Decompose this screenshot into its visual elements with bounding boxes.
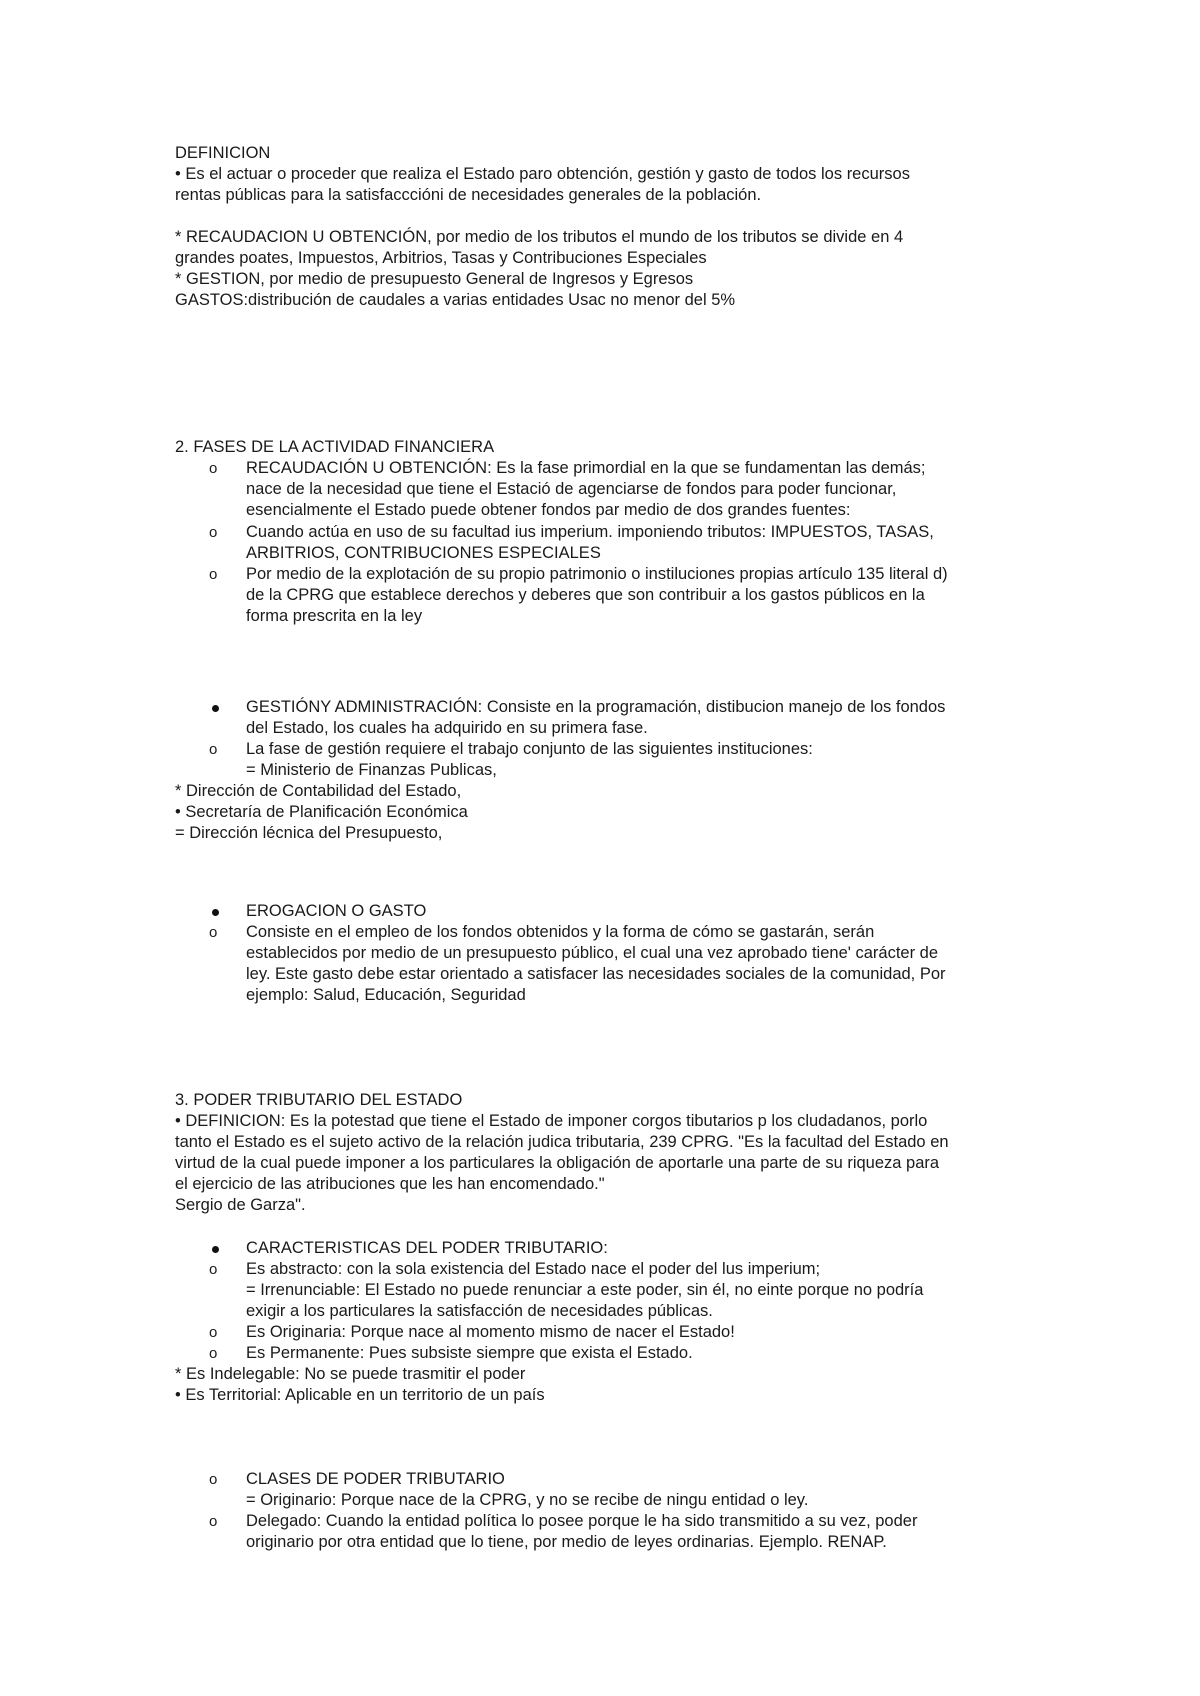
- section2-line: • Secretaría de Planificación Económica: [175, 803, 468, 821]
- circle-bullet-icon: o: [209, 1345, 218, 1362]
- section1-line: rentas públicas para la satisfacccióni de necesidades generales de la población.: [175, 186, 762, 204]
- section2-line: * Dirección de Contabilidad del Estado,: [175, 782, 462, 800]
- section2-line: = Ministerio de Finanzas Publicas,: [246, 761, 497, 779]
- section3-line: Sergio de Garza".: [175, 1196, 306, 1214]
- filled-bullet-icon: [212, 705, 219, 712]
- circle-bullet-icon: o: [209, 524, 218, 541]
- section3-line: = Originario: Porque nace de la CPRG, y no se recibe de ningu entidad o ley.: [246, 1491, 809, 1509]
- section3-line: exigir a los particulares la satisfacción de necesidades públicas.: [246, 1302, 713, 1320]
- section3-line: tanto el Estado es el sujeto activo de la relación judica tributaria, 239 CPRG. "Es la facultad del Estado en: [175, 1133, 949, 1151]
- section1-line: GASTOS:distribución de caudales a varias entidades Usac no menor del 5%: [175, 291, 736, 309]
- section2-line: GESTIÓNY ADMINISTRACIÓN: Consiste en la programación, distibucion manejo de los fondos: [246, 698, 946, 716]
- circle-bullet-icon: o: [209, 460, 218, 477]
- section1-line: * RECAUDACION U OBTENCIÓN, por medio de los tributos el mundo de los tributos se divide en 4: [175, 228, 904, 246]
- section3-line: Delegado: Cuando la entidad política lo posee porque le ha sido transmitido a su vez, poder: [246, 1512, 918, 1530]
- filled-bullet-icon: [212, 909, 219, 916]
- section1-line: • Es el actuar o proceder que realiza el Estado paro obtención, gestión y gasto de todos los recursos: [175, 165, 910, 183]
- section2-line: Por medio de la explotación de su propio patrimonio o instiluciones propias artículo 135 literal d): [246, 565, 948, 583]
- section3-line: = Irrenunciable: El Estado no puede renunciar a este poder, sin él, no einte porque no podría: [246, 1281, 924, 1299]
- section2-line: EROGACION O GASTO: [246, 902, 427, 920]
- section2-line: establecidos por medio de un presupuesto público, el cual una vez aprobado tiene' carácter de: [246, 944, 939, 962]
- section3-line: CARACTERISTICAS DEL PODER TRIBUTARIO:: [246, 1239, 608, 1257]
- section3-line: • DEFINICION: Es la potestad que tiene el Estado de imponer corgos tibutarios p los cludadanos, porlo: [175, 1112, 928, 1130]
- section3-line: Es abstracto: con la sola existencia del Estado nace el poder del lus imperium;: [246, 1260, 821, 1278]
- circle-bullet-icon: o: [209, 1324, 218, 1341]
- circle-bullet-icon: o: [209, 1261, 218, 1278]
- section2-line: del Estado, los cuales ha adquirido en su primera fase.: [246, 719, 648, 737]
- section3-line: el ejercicio de las atribuciones que les han encomendado.": [175, 1175, 605, 1193]
- circle-bullet-icon: o: [209, 741, 218, 758]
- circle-bullet-icon: o: [209, 1513, 218, 1530]
- circle-bullet-icon: o: [209, 924, 218, 941]
- section2-heading: 2. FASES DE LA ACTIVIDAD FINANCIERA: [175, 438, 495, 456]
- section2-line: Cuando actúa en uso de su facultad ius imperium. imponiendo tributos: IMPUESTOS, TASAS,: [246, 523, 934, 541]
- section2-line: ley. Este gasto debe estar orientado a satisfacer las necesidades sociales de la comunidad, Por: [246, 965, 946, 983]
- section3-line: • Es Territorial: Aplicable en un territorio de un país: [175, 1386, 545, 1404]
- circle-bullet-icon: o: [209, 1471, 218, 1488]
- circle-bullet-icon: o: [209, 566, 218, 583]
- section2-line: forma prescrita en la ley: [246, 607, 423, 625]
- section1-heading: DEFINICION: [175, 144, 271, 162]
- section2-line: La fase de gestión requiere el trabajo conjunto de las siguientes instituciones:: [246, 740, 813, 758]
- section2-line: Consiste en el empleo de los fondos obtenidos y la forma de cómo se gastarán, serán: [246, 923, 875, 941]
- section3-line: CLASES DE PODER TRIBUTARIO: [246, 1470, 505, 1488]
- section3-heading: 3. PODER TRIBUTARIO DEL ESTADO: [175, 1091, 463, 1109]
- section2-line: = Dirección lécnica del Presupuesto,: [175, 824, 443, 842]
- section2-line: ejemplo: Salud, Educación, Seguridad: [246, 986, 526, 1004]
- section1-line: grandes poates, Impuestos, Arbitrios, Tasas y Contribuciones Especiales: [175, 249, 707, 267]
- section3-line: originario por otra entidad que lo tiene, por medio de leyes ordinarias. Ejemplo. RENAP.: [246, 1533, 887, 1551]
- section2-line: ARBITRIOS, CONTRIBUCIONES ESPECIALES: [246, 544, 601, 562]
- section2-line: nace de la necesidad que tiene el Estació de agenciarse de fondos para poder funcionar,: [246, 480, 897, 498]
- section2-line: RECAUDACIÓN U OBTENCIÓN: Es la fase primordial en la que se fundamentan las demás;: [246, 459, 926, 477]
- section2-line: esencialmente el Estado puede obtener fondos par medio de dos grandes fuentes:: [246, 501, 851, 519]
- section1-line: * GESTION, por medio de presupuesto General de Ingresos y Egresos: [175, 270, 694, 288]
- filled-bullet-icon: [212, 1246, 219, 1253]
- section2-line: de la CPRG que establece derechos y deberes que son contribuir a los gastos públicos en la: [246, 586, 925, 604]
- section3-line: virtud de la cual puede imponer a los particulares la obligación de aportarle una parte de su riqueza para: [175, 1154, 940, 1172]
- section3-line: Es Permanente: Pues subsiste siempre que exista el Estado.: [246, 1344, 693, 1362]
- section3-line: Es Originaria: Porque nace al momento mismo de nacer el Estado!: [246, 1323, 735, 1341]
- section3-line: * Es Indelegable: No se puede trasmitir el poder: [175, 1365, 526, 1383]
